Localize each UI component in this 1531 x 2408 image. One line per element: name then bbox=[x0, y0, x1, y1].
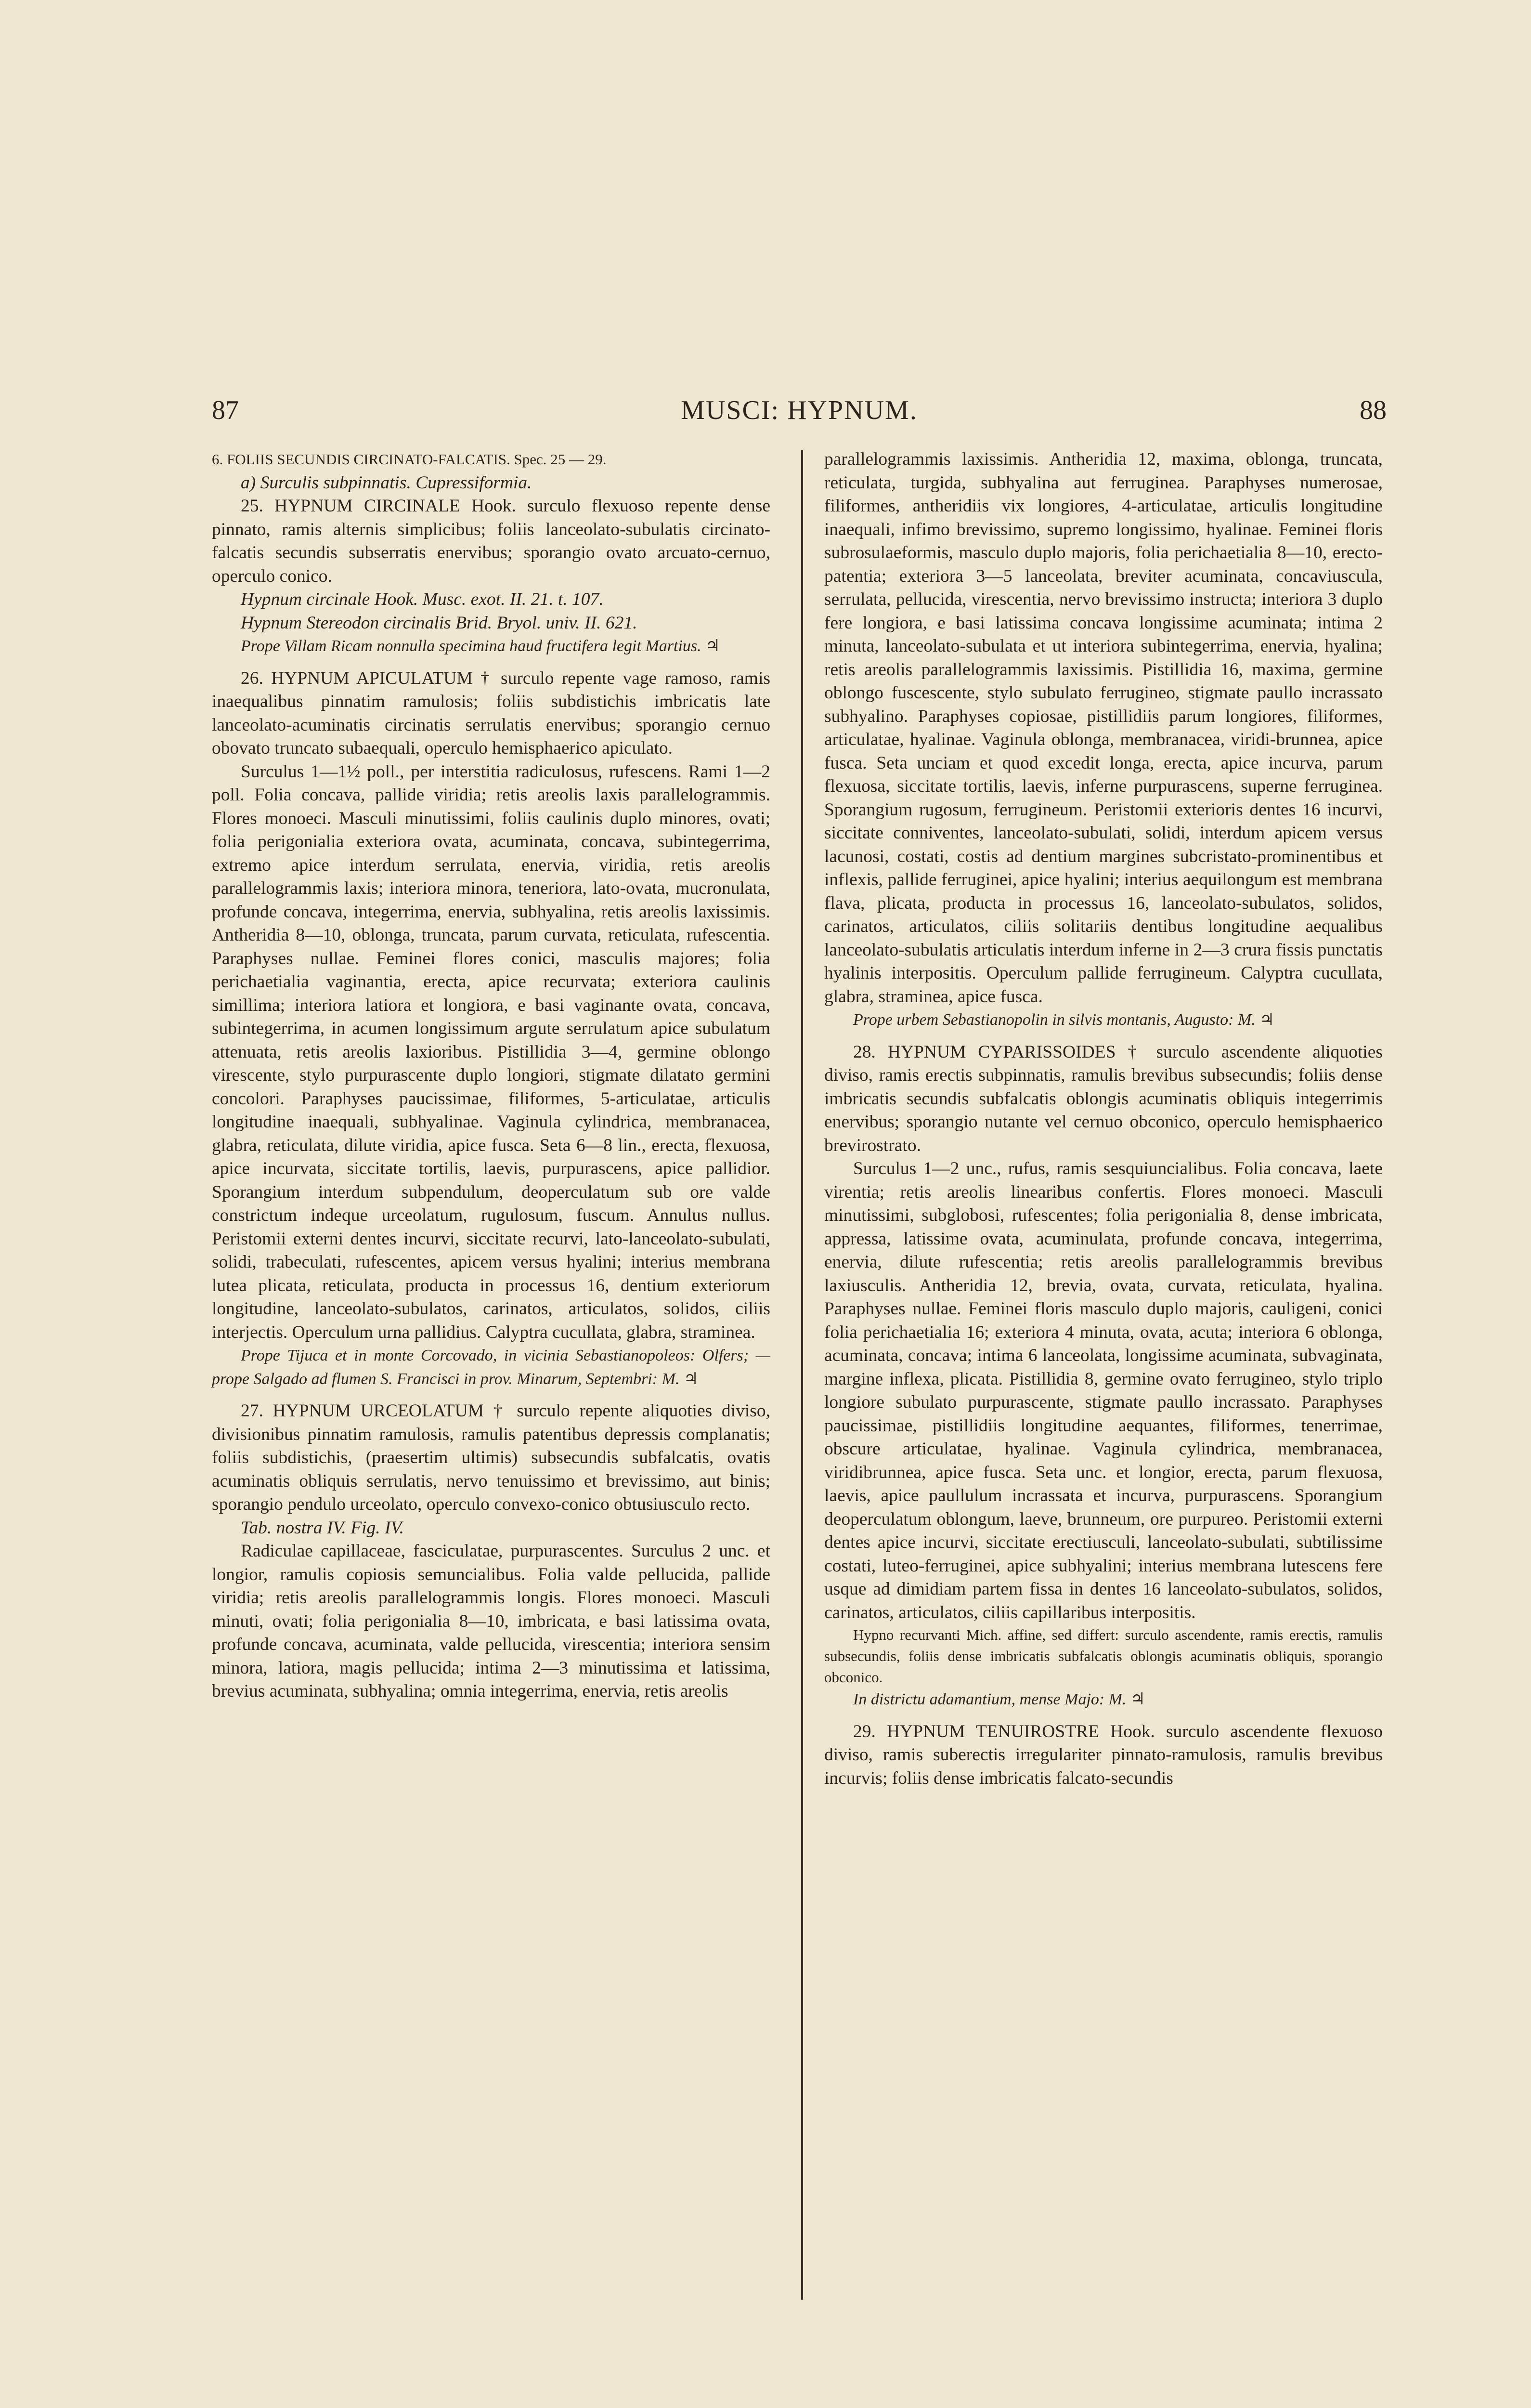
subsection-heading: a) Surculis subpinnatis. Cupressiformia. bbox=[241, 472, 532, 493]
species-28-body: Surculus 1—2 unc., rufus, ramis sesquiuncialibus. Folia concava, laete virentia; retis areolis linearibus confertis. Flores monoeci. Masculi minutissimi, subglobosi, rufescentes; folia perigonialia 8, dense imbricata, appressa, latissime ovata, acuminulata, profunde concava, integerrima, enervia, dilute rufescentia; retis areolis parallelogrammis brevibus laxiusculis. Antheridia 12, brevia, ovata, curvata, reticulata, hyalina. Paraphyses nullae. Feminei floris masculo duplo majoris, cauligeni, conici folia perichaetialia 16; exteriora 4 minuta, ovata, acuta; interiora 6 oblonga, acuminata, concava; intima 6 lanceolata, longissime acuminata, subvaginata, margine inflexa, plicata. Pistillidia 8, germine ovato ferrugineo, stylo triplo longiore subulato purpurascente, stigmate paullo incrassato. Paraphyses paucissimae, pistillidiis longitudine aequantes, filiformes, tenerrimae, obscure articulatae, hyalinae. Vaginula cylindrica, membranacea, viridibrunnea, apice fusca. Seta unc. et longior, erecta, parum flexuosa, laevis, apice paullulum incrassata et incurva, purpurascens. Sporangium deoperculatum oblongum, laeve, brunneum, ore purpureo. Peristomii externi dentes apice incurvi, siccitate erectiusculi, lanceolato-subulati, subtilissime costati, luteo-ferruginei, apice subhyalini; interius membrana lutescens fere usque ad dimidiam partem fissa in dentes 16 lanceolato-subulatos, solidos, carinatos, articulatos, ciliis capillaribus interpositis. bbox=[824, 1159, 1383, 1623]
species-28-description: 28. HYPNUM CYPARISSOIDES † surculo ascendente aliquoties diviso, ramis erectis subpinnatis, ramulis brevibus subsecundis; foliis dense imbricatis secundis subfalcatis oblongis acuminatis obliquis integerrimis enervibus; sporangio nutante vel cernuo obconico, operculo hemisphaerico brevirostrato. bbox=[824, 1042, 1383, 1155]
species-27-body: Radiculae capillaceae, fasciculatae, purpurascentes. Surculus 2 unc. et longior, ramulis copiosis semuncialibus. Folia valde pellucida, pallide viridia; retis areolis parallelogrammis longis. Flores monoeci. Masculi minuti, ovati; folia perigonialia 8—10, imbricata, e basi latissima ovata, profunde concava, acuminata, valde pellucida, virescentia; interiora sensim minora, latiora, magis pellucida; intima 2—3 minutissima et latissima, brevius acuminata, subhyalina; omnia integerrima, enervia, retis areolis bbox=[212, 1541, 770, 1701]
page-number-right: 88 bbox=[1360, 395, 1387, 425]
species-29-description: 29. HYPNUM TENUIROSTRE Hook. surculo ascendente flexuoso diviso, ramis suberectis irregulariter pinnato-ramulosis, ramulis brevibus incurvis; foliis dense imbricatis falcato-secundis bbox=[824, 1721, 1383, 1788]
species-27-description: 27. HYPNUM URCEOLATUM † surculo repente aliquoties diviso, divisionibus pinnatim ramulosis, ramulis patentibus depressis complanatis; foliis subdistichis, (praesertim ultimis) subsecundis subfalcatis, ovatis acuminatis obliquis serrulatis, nervo tenuissimo et brevissimo, aut binis; sporangio pendulo urceolato, operculo convexo-conico obtusiusculo recto. bbox=[212, 1401, 770, 1514]
species-26-body: Surculus 1—1½ poll., per interstitia radiculosus, rufescens. Rami 1—2 poll. Folia concava, pallide viridia; retis areolis laxis parallelogrammis. Flores monoeci. Masculi minutissimi, foliis caulinis duplo minores, ovati; folia perigonialia exteriora ovata, acuminata, concava, subintegerrima, extremo apice interdum serrulata, enervia, viridia, retis areolis parallelogrammis laxis; interiora minora, teneriora, lato-ovata, mucronulata, profunde concava, integerrima, enervia, subhyalina, retis areolis laxissimis. Antheridia 8—10, oblonga, truncata, parum curvata, reticulata, rufescentia. Paraphyses nullae. Feminei flores conici, masculis majores; folia perichaetialia vaginantia, erecta, apice recurvata; exteriora caulinis simillima; interiora latiora et longiora, e basi vaginante ovata, concava, subintegerrima, in acumen longissimum argute serrulatum apice subulatum attenuata, retis areolis laxioribus. Pistillidia 3—4, germine oblongo virescente, stylo purpurascente duplo longiori, stigmate dilatato germini concolori. Paraphyses paucissimae, filiformes, 5-articulatae, articulis longitudine inaequali, subhyalinae. Vaginula cylindrica, membranacea, glabra, reticulata, dilute viridia, apice fusca. Seta 6—8 lin., erecta, flexuosa, apice incurvata, siccitate tortilis, laevis, purpurascens, apice pallidior. Sporangium interdum subpendulum, deoperculatum sub ore valde constrictum indeque urceolatum, rugulosum, fuscum. Annulus nullus. Peristomii externi dentes incurvi, siccitate recurvi, lato-lanceolato-subulati, solidi, trabeculati, rufescentes, apicem versus hyalini; interius membrana lutea plicata, reticulata, producta in processus 16, dentium exteriorum longitudine, lanceolato-subulatos, carinatos, articulatos, solidos, ciliis interjectis. Operculum urna pallidius. Calyptra cucullata, glabra, straminea. bbox=[212, 761, 770, 1342]
species-25-locality: Prope Villam Ricam nonnulla specimina haud fructifera legit Martius. ♃ bbox=[241, 637, 720, 655]
section-heading: 6. FOLIIS SECUNDIS CIRCINATO-FALCATIS. Spec. 25 — 29. bbox=[212, 451, 607, 468]
species-25-description: 25. HYPNUM CIRCINALE Hook. surculo flexuoso repente dense pinnato, ramis alternis simplicibus; foliis lanceolato-subulatis circinato-falcatis secundis subserratis enervibus; sporangio ovato arcuato-cernuo, operculo conico. bbox=[212, 496, 770, 586]
species-27-body-continued: parallelogrammis laxissimis. Antheridia 12, maxima, oblonga, truncata, reticulata, turgida, subhyalina aut ferruginea. Paraphyses numerosae, filiformes, antheridiis vix longiores, 4-articulatae, articulis longitudine inaequali, infimo brevissimo, supremo longissimo, hyalinae. Feminei floris subrosulaeformis, masculo duplo majoris, folia perichaetialia 8—10, erecto-patentia; exteriora 3—5 lanceolata, breviter acuminata, concaviuscula, serrulata, pellucida, virescentia, nervo brevissimo instructa; interiora 3 duplo fere longiora, e basi latissima concava longissime acuminata; intima 2 minuta, lanceolato-subulata et ut interiora subintegerrima, enervia, hyalina; retis areolis parallelogrammis laxissimis. Pistillidia 16, maxima, germine oblongo fuscescente, stylo subulato ferrugineo, stigmate paullo incrassato subhyalino. Paraphyses copiosae, pistillidiis parum longiores, filiformes, articulatae, hyalinae. Vaginula oblonga, membranacea, viridi-brunnea, apice fusca. Seta unciam et quod excedit longa, erecta, apice incurva, parum flexuosa, siccitate tortilis, laevis, inferne purpurascens, superne ferruginea. Sporangium rugosum, ferrugineum. Peristomii exterioris dentes 16 incurvi, siccitate conniventes, lanceolato-subulati, solidi, interdum apicem versus lacunosi, costati, costis ad dentium margines subcristato-prominentibus et inflexis, pallide ferruginei, apice hyalini; interius aequilongum est membrana flava, plicata, producta in processus 16, lanceolato-subulatos, solidos, carinatos, articulatos, ciliis solitariis dentibus longitudine aequalibus lanceolato-subulatis articulatis interdum inferne in 2—3 crura fissis punctatis hyalinis interpositis. Operculum pallide ferrugineum. Calyptra cucullata, glabra, straminea, apice fusca. bbox=[824, 449, 1383, 1007]
species-26-description: 26. HYPNUM APICULATUM † surculo repente vage ramoso, ramis inaequalibus pinnatim ramulosis; foliis subdistichis imbricatis late lanceolato-acuminatis circinatis serrulatis enervibus; sporangio cernuo obovato truncato subaequali, operculo hemisphaerico apiculato. bbox=[212, 668, 770, 758]
column-divider bbox=[801, 450, 803, 2300]
running-header bbox=[212, 395, 1387, 438]
left-column bbox=[212, 448, 770, 1703]
species-27-plate-reference: Tab. nostra IV. Fig. IV. bbox=[241, 1518, 404, 1538]
species-25-citation-1: Hypnum circinale Hook. Musc. exot. II. 21. t. 107. bbox=[241, 589, 604, 609]
species-25-citation-2: Hypnum Stereodon circinalis Brid. Bryol. univ. II. 621. bbox=[241, 613, 637, 633]
species-26-locality: Prope Tijuca et in monte Corcovado, in vicinia Sebastianopoleos: Olfers; — prope Salgado ad flumen S. Francisci in prov. Minarum, Septembri: M. ♃ bbox=[212, 1347, 770, 1388]
species-28-locality: In districtu adamantium, mense Majo: M. ♃ bbox=[853, 1690, 1145, 1708]
page-number-left: 87 bbox=[212, 395, 239, 425]
right-column bbox=[824, 448, 1383, 1790]
running-title: MUSCI: HYPNUM. bbox=[681, 395, 918, 425]
species-28-note: Hypno recurvanti Mich. affine, sed differt: surculo ascendente, ramis erectis, ramulis subsecundis, foliis dense imbricatis subfalcatis oblongis acuminatis obliquis, sporangio obconico. bbox=[824, 1626, 1383, 1686]
species-27-locality: Prope urbem Sebastianopolin in silvis montanis, Augusto: M. ♃ bbox=[853, 1011, 1274, 1029]
